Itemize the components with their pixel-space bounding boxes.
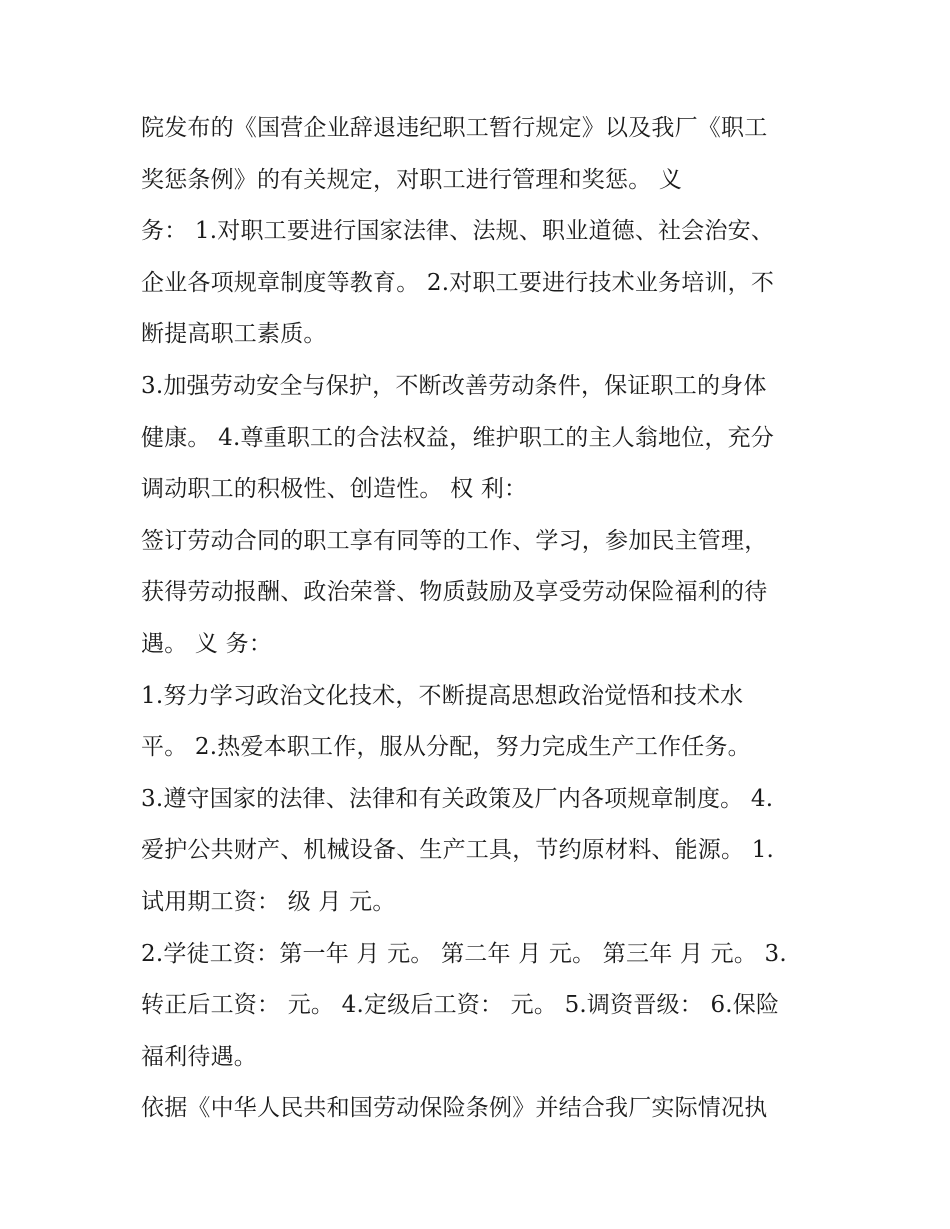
text-line: 试用期工资： 级 月 元。 bbox=[141, 888, 396, 915]
text-line: 断提高职工素质。 bbox=[141, 321, 327, 348]
text-line: 3.遵守国家的法律、法律和有关政策及厂内各项规章制度。 4. bbox=[141, 785, 774, 812]
text-line: 1.努力学习政治文化技术，不断提高思想政治觉悟和技术水 bbox=[141, 682, 744, 709]
text-line: 奖惩条例》的有关规定，对职工进行管理和奖惩。 义 bbox=[141, 166, 683, 193]
text-line: 签订劳动合同的职工享有同等的工作、学习，参加民主管理， bbox=[141, 527, 768, 554]
text-line: 务： 1.对职工要进行国家法律、法规、职业道德、社会治安、 bbox=[141, 218, 775, 245]
text-line: 企业各项规章制度等教育。 2.对职工要进行技术业务培训，不 bbox=[141, 269, 775, 296]
text-line: 健康。 4.尊重职工的合法权益，维护职工的主人翁地位，充分 bbox=[141, 424, 775, 451]
text-line: 院发布的《国营企业辞退违纪职工暂行规定》以及我厂《职工 bbox=[141, 115, 768, 141]
text-line: 2.学徒工资：第一年 月 元。 第二年 月 元。 第三年 月 元。 3. bbox=[141, 940, 787, 967]
text-line: 平。 2.热爱本职工作，服从分配，努力完成生产工作任务。 bbox=[141, 734, 751, 761]
text-line: 获得劳动报酬、政治荣誉、物质鼓励及享受劳动保险福利的待 bbox=[141, 579, 768, 606]
text-line: 依据《中华人民共和国劳动保险条例》并结合我厂实际情况执 bbox=[141, 1095, 768, 1122]
text-line: 3.加强劳动安全与保护，不断改善劳动条件，保证职工的身体 bbox=[141, 372, 767, 399]
text-line: 遇。 义 务： bbox=[141, 630, 273, 657]
document-body bbox=[141, 103, 821, 1135]
text-line: 转正后工资： 元。 4.定级后工资： 元。 5.调资晋级： 6.保险 bbox=[141, 992, 780, 1019]
text-line: 福利待遇。 bbox=[141, 1043, 257, 1070]
text-line: 爱护公共财产、机械设备、生产工具，节约原材料、能源。 1. bbox=[141, 837, 775, 864]
text-line: 调动职工的积极性、创造性。 权 利： bbox=[141, 476, 528, 503]
